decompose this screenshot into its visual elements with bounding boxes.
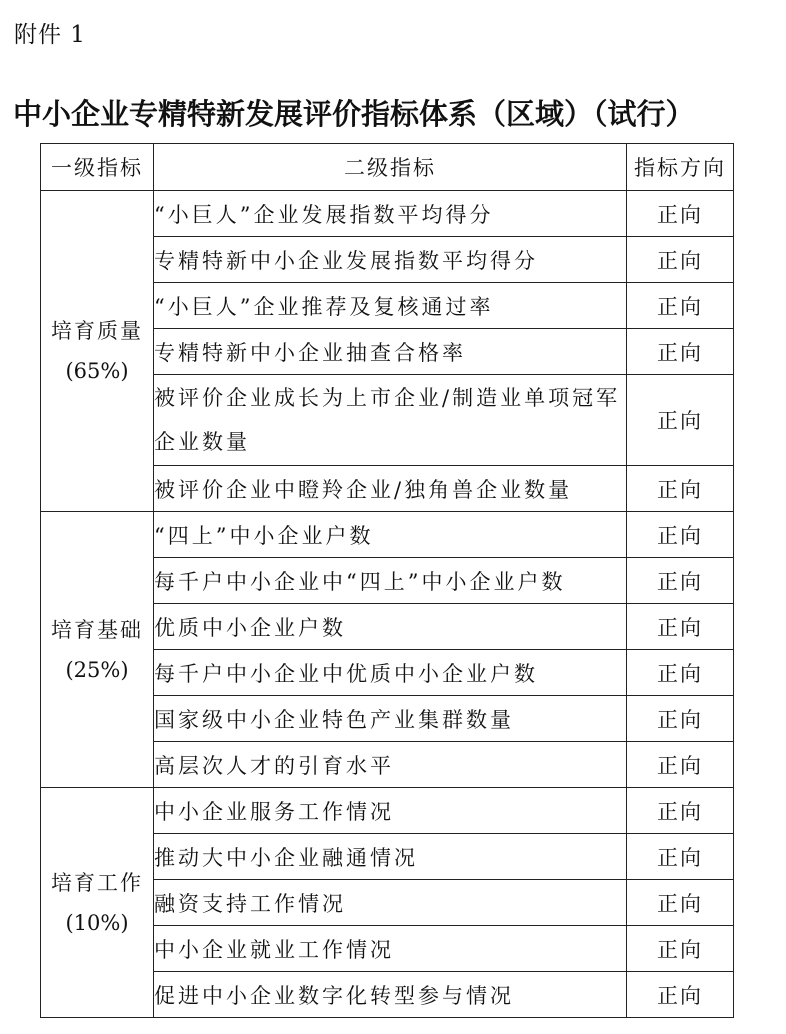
table-body (41, 191, 734, 1018)
level2-indicator-cell: 专精特新中小企业抽查合格率 (154, 329, 627, 375)
direction-cell: 正向 (627, 466, 734, 512)
direction-cell: 正向 (627, 191, 734, 237)
table-row (41, 788, 734, 834)
direction-cell: 正向 (627, 604, 734, 650)
direction-cell: 正向 (627, 650, 734, 696)
header-direction: 指标方向 (627, 144, 734, 191)
level2-indicator-cell: 优质中小企业户数 (154, 604, 627, 650)
attachment-label: 附件 1 (14, 22, 86, 48)
table-row (41, 191, 734, 237)
level1-indicator-weight: (65%) (65, 359, 129, 383)
level2-indicator-cell: 中小企业服务工作情况 (154, 788, 627, 834)
level1-indicator-name: 培育工作 (51, 870, 143, 895)
level2-indicator-cell: 每千户中小企业中优质中小企业户数 (154, 650, 627, 696)
direction-cell: 正向 (627, 283, 734, 329)
level2-indicator-cell: “小巨人”企业发展指数平均得分 (154, 191, 627, 237)
direction-cell: 正向 (627, 742, 734, 788)
direction-cell: 正向 (627, 237, 734, 283)
direction-cell: 正向 (627, 972, 734, 1018)
table-header-row (41, 144, 734, 191)
level2-indicator-cell: 中小企业就业工作情况 (154, 926, 627, 972)
direction-cell: 正向 (627, 926, 734, 972)
level2-indicator-cell: 高层次人才的引育水平 (154, 742, 627, 788)
direction-cell: 正向 (627, 558, 734, 604)
direction-cell: 正向 (627, 696, 734, 742)
level1-indicator-name: 培育基础 (51, 617, 143, 642)
level2-indicator-cell: “小巨人”企业推荐及复核通过率 (154, 283, 627, 329)
level2-indicator-cell: 每千户中小企业中“四上”中小企业户数 (154, 558, 627, 604)
level1-indicator-weight: (25%) (65, 657, 129, 682)
level1-indicator-cell (41, 512, 154, 788)
level2-indicator-cell: 被评价企业成长为上市企业/制造业单项冠军企业数量 (154, 375, 627, 466)
direction-cell: 正向 (627, 375, 734, 466)
level1-indicator-name: 培育质量 (51, 319, 143, 343)
table-row (41, 512, 734, 558)
direction-cell: 正向 (627, 788, 734, 834)
indicator-table (40, 143, 734, 1018)
level1-indicator-cell (41, 788, 154, 1018)
direction-cell: 正向 (627, 834, 734, 880)
direction-cell: 正向 (627, 880, 734, 926)
level2-indicator-cell: 被评价企业中瞪羚企业/独角兽企业数量 (154, 466, 627, 512)
header-level1: 一级指标 (41, 144, 154, 191)
level2-indicator-cell: 融资支持工作情况 (154, 880, 627, 926)
direction-cell: 正向 (627, 512, 734, 558)
level2-indicator-cell: “四上”中小企业户数 (154, 512, 627, 558)
level2-indicator-cell: 国家级中小企业特色产业集群数量 (154, 696, 627, 742)
header-level2: 二级指标 (154, 144, 627, 191)
direction-cell: 正向 (627, 329, 734, 375)
level1-indicator-weight: (10%) (65, 910, 129, 935)
level1-indicator-cell (41, 191, 154, 512)
level2-indicator-cell: 促进中小企业数字化转型参与情况 (154, 972, 627, 1018)
level2-indicator-cell: 推动大中小企业融通情况 (154, 834, 627, 880)
document-title: 中小企业专精特新发展评价指标体系（区域）（试行） (13, 97, 695, 131)
level2-indicator-cell: 专精特新中小企业发展指数平均得分 (154, 237, 627, 283)
